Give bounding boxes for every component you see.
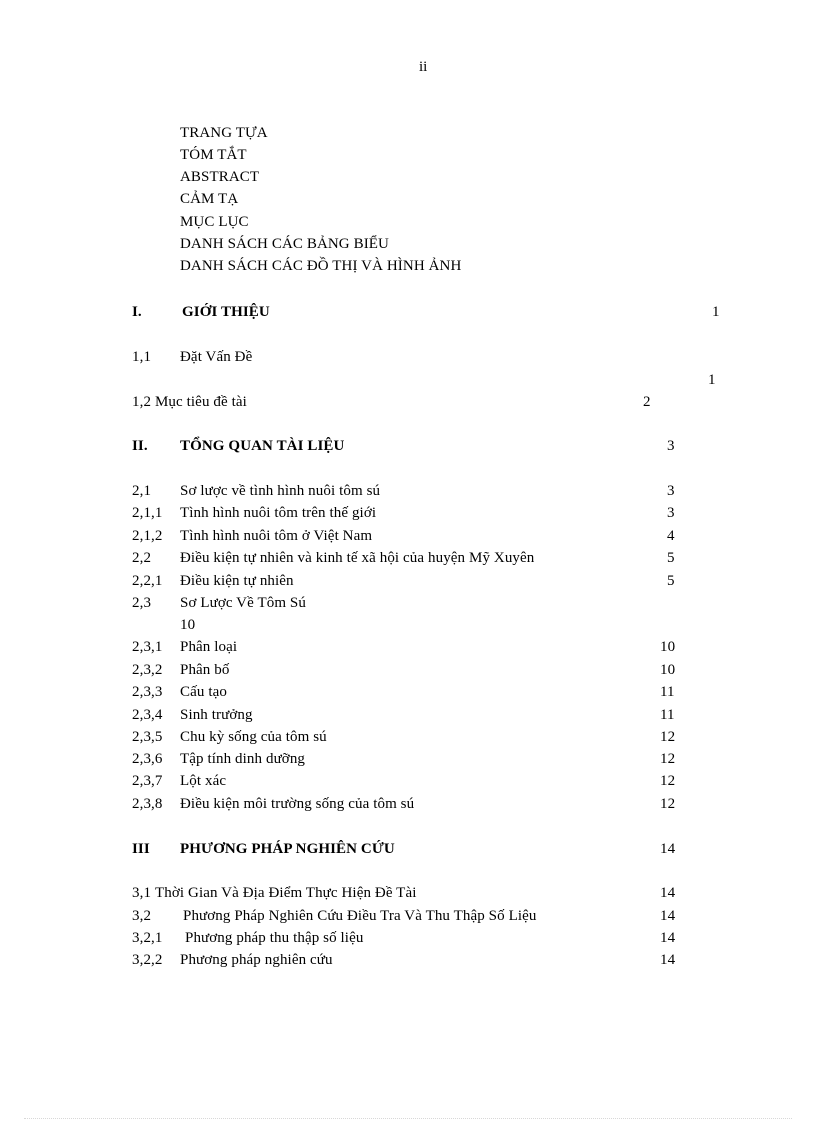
entry-title: Điều kiện môi trường sống của tôm sú (180, 796, 415, 812)
entry-page: 12 (660, 796, 676, 812)
entry-page: 14 (660, 930, 676, 946)
page-number: ii (419, 59, 428, 75)
entry-page: 11 (660, 684, 675, 700)
entry-title: Sơ Lược Về Tôm Sú (180, 595, 306, 611)
entry-number: 2,1 (132, 483, 152, 499)
entry-number: 2,1,2 (132, 528, 163, 544)
entry-number: 1,1 (132, 349, 152, 365)
entry-title: Tập tính dinh dưỡng (180, 751, 306, 767)
entry-page: 12 (660, 729, 676, 745)
entry-number: 2,3,6 (132, 751, 163, 767)
entry-number: 2,3,4 (132, 707, 163, 723)
entry-page: 14 (660, 908, 676, 924)
front-matter-item: CẢM TẠ (180, 191, 239, 207)
front-matter-item: MỤC LỤC (180, 214, 249, 230)
entry-title: Sinh trưởng (180, 707, 253, 723)
entry-title: Điều kiện tự nhiên (180, 573, 294, 589)
entry-page: 3 (667, 505, 675, 521)
entry-number: 2,3,7 (132, 773, 163, 789)
entry-page: 5 (667, 550, 675, 566)
entry-number: 2,2,1 (132, 573, 163, 589)
entry-number: 2,3,1 (132, 639, 163, 655)
section-title: GIỚI THIỆU (182, 304, 270, 320)
entry-page: 2 (643, 394, 651, 410)
entry-title: Phân bố (180, 662, 230, 678)
front-matter-item: TRANG TỰA (180, 125, 268, 141)
entry-title: Đặt Vấn Đề (180, 349, 253, 365)
entry-page: 12 (660, 773, 676, 789)
entry-title: Chu kỳ sống của tôm sú (180, 729, 327, 745)
entry-page: 14 (660, 885, 676, 901)
entry-title: Lột xác (180, 773, 227, 789)
entry-page: 10 (660, 662, 676, 678)
entry-page: 10 (180, 617, 196, 633)
entry-title: Điều kiện tự nhiên và kinh tế xã hội của huyện Mỹ Xuyên (180, 550, 535, 566)
entry-number: 2,3,8 (132, 796, 163, 812)
front-matter-item: ABSTRACT (180, 169, 260, 185)
section-page: 3 (667, 438, 675, 454)
section-title: PHƯƠNG PHÁP NGHIÊN CỨU (180, 841, 395, 857)
section-number: III (132, 841, 150, 857)
section-page: 1 (712, 304, 720, 320)
entry-page: 12 (660, 751, 676, 767)
entry-number: 2,3,5 (132, 729, 163, 745)
entry-title: Phân loại (180, 639, 238, 655)
entry-page: 3 (667, 483, 675, 499)
entry-title: Phương pháp thu thập số liệu (185, 930, 364, 946)
entry-number: 2,3 (132, 595, 152, 611)
entry-number: 1,2 (132, 394, 152, 410)
entry-page: 10 (660, 639, 676, 655)
entry-page: 14 (660, 952, 676, 968)
entry-title: Sơ lược về tình hình nuôi tôm sú (180, 483, 381, 499)
entry-page: 1 (708, 372, 716, 388)
entry-page: 4 (667, 528, 675, 544)
entry-title: Cấu tạo (180, 684, 227, 700)
front-matter-item: TÓM TẮT (180, 147, 247, 163)
entry-number: 3,2 (132, 908, 152, 924)
section-page: 14 (660, 841, 676, 857)
entry-title: Thời Gian Và Địa Điểm Thực Hiện Đề Tài (155, 885, 417, 901)
entry-title: Tình hình nuôi tôm ở Việt Nam (180, 528, 373, 544)
front-matter-item: DANH SÁCH CÁC BẢNG BIỂU (180, 236, 389, 252)
entry-number: 3,1 (132, 885, 152, 901)
front-matter-item: DANH SÁCH CÁC ĐỒ THỊ VÀ HÌNH ẢNH (180, 258, 462, 274)
entry-page: 11 (660, 707, 675, 723)
entry-number: 3,2,1 (132, 930, 163, 946)
entry-title: Tình hình nuôi tôm trên thế giới (180, 505, 377, 521)
section-number: I. (132, 304, 142, 320)
entry-number: 2,3,2 (132, 662, 163, 678)
entry-number: 2,2 (132, 550, 152, 566)
entry-title: Phương Pháp Nghiên Cứu Điều Tra Và Thu Thập Số Liệu (183, 908, 537, 924)
section-title: TỔNG QUAN TÀI LIỆU (180, 438, 345, 454)
entry-page: 5 (667, 573, 675, 589)
entry-number: 2,1,1 (132, 505, 163, 521)
entry-title: Phương pháp nghiên cứu (180, 952, 333, 968)
section-number: II. (132, 438, 148, 454)
entry-number: 2,3,3 (132, 684, 163, 700)
page-bottom-rule (24, 1118, 792, 1119)
entry-title: Mục tiêu đề tài (155, 394, 247, 410)
entry-number: 3,2,2 (132, 952, 163, 968)
